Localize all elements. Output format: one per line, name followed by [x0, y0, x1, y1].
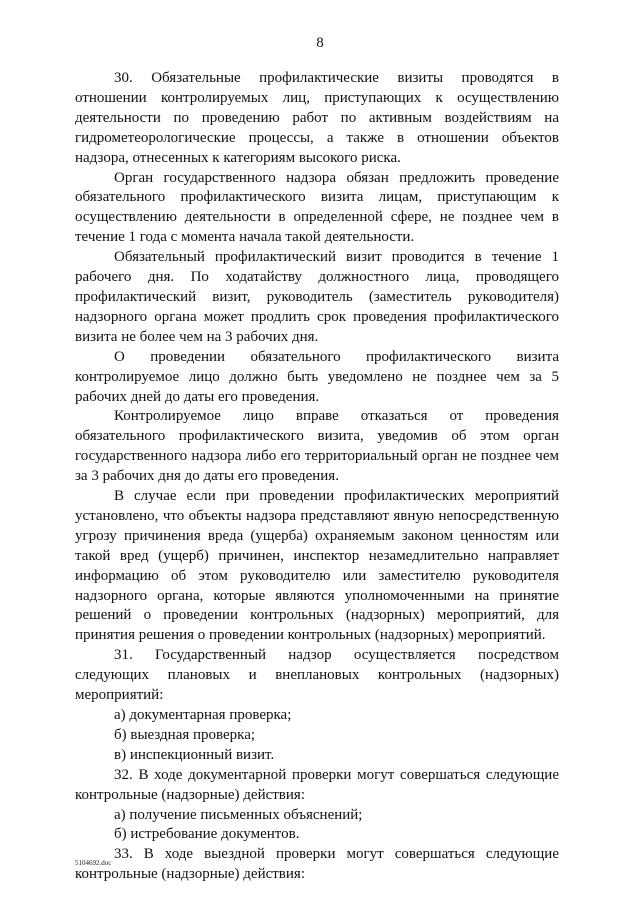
page-number: 8 [316, 35, 324, 51]
paragraph-33: 33. В ходе выездной проверки могут совершаться следующие контрольные (надзорные) действия: [75, 846, 559, 883]
paragraph-obligation: Орган государственного надзора обязан предложить проведение обязательного профилактического визита лицам, приступающим к осуществлению деятельности в определенной сфере, не позднее чем в течение 1 года с момента начала такой деятельности. [75, 169, 559, 246]
document-filename: 5104692.doc [75, 859, 112, 867]
paragraph-31: 31. Государственный надзор осуществляется посредством следующих плановых и внеплановых контрольных (надзорных) мероприятий: [75, 647, 559, 704]
list-item: в) инспекционный визит. [114, 746, 275, 763]
list-item: б) выездная проверка; [114, 726, 256, 743]
paragraph-refusal: Контролируемое лицо вправе отказаться от проведения обязательного профилактического визита, уведомив об этом орган государственного надзора либо его территориальный орган не позднее чем за 3 рабочих дня до даты его проведения. [75, 408, 559, 485]
document-body [75, 69, 559, 885]
paragraph-32: 32. В ходе документарной проверки могут совершаться следующие контрольные (надзорные) действия: [75, 766, 559, 803]
list-item: б) истребование документов. [114, 826, 300, 843]
list-item: а) документарная проверка; [114, 707, 292, 723]
paragraph-threat: В случае если при проведении профилактических мероприятий установлено, что объекты надзора представляют явную непосредственную угрозу причинения вреда (ущерба) охраняемым законом ценностям или такой вред (ущерб) причинен, инспектор незамедлительно направляет информацию об этом руководителю или заместителю руководителя надзорного органа, которые являются уполномоченными на принятие решений о проведении контрольных (надзорных) мероприятий, для принятия решения о проведении контрольных (надзорных) мероприятий. [75, 488, 559, 644]
paragraph-notification: О проведении обязательного профилактического визита контролируемое лицо должно быть уведомлено не позднее чем за 5 рабочих дней до даты его проведения. [75, 348, 559, 405]
paragraph-visit-duration: Обязательный профилактический визит проводится в течение 1 рабочего дня. По ходатайству должностного лица, проводящего профилактический визит, руководитель (заместитель руководителя) надзорного органа может продлить срок проведения профилактического визита не более чем на 3 рабочих дня. [75, 249, 559, 345]
list-item: а) получение письменных объяснений; [114, 806, 363, 823]
paragraph-30: 30. Обязательные профилактические визиты проводятся в отношении контролируемых лиц, приступающих к осуществлению деятельности по проведению работ по активным воздействиям на гидрометеорологические процессы, а также в отношении объектов надзора, отнесенных к категориям высокого риска. [75, 70, 559, 166]
